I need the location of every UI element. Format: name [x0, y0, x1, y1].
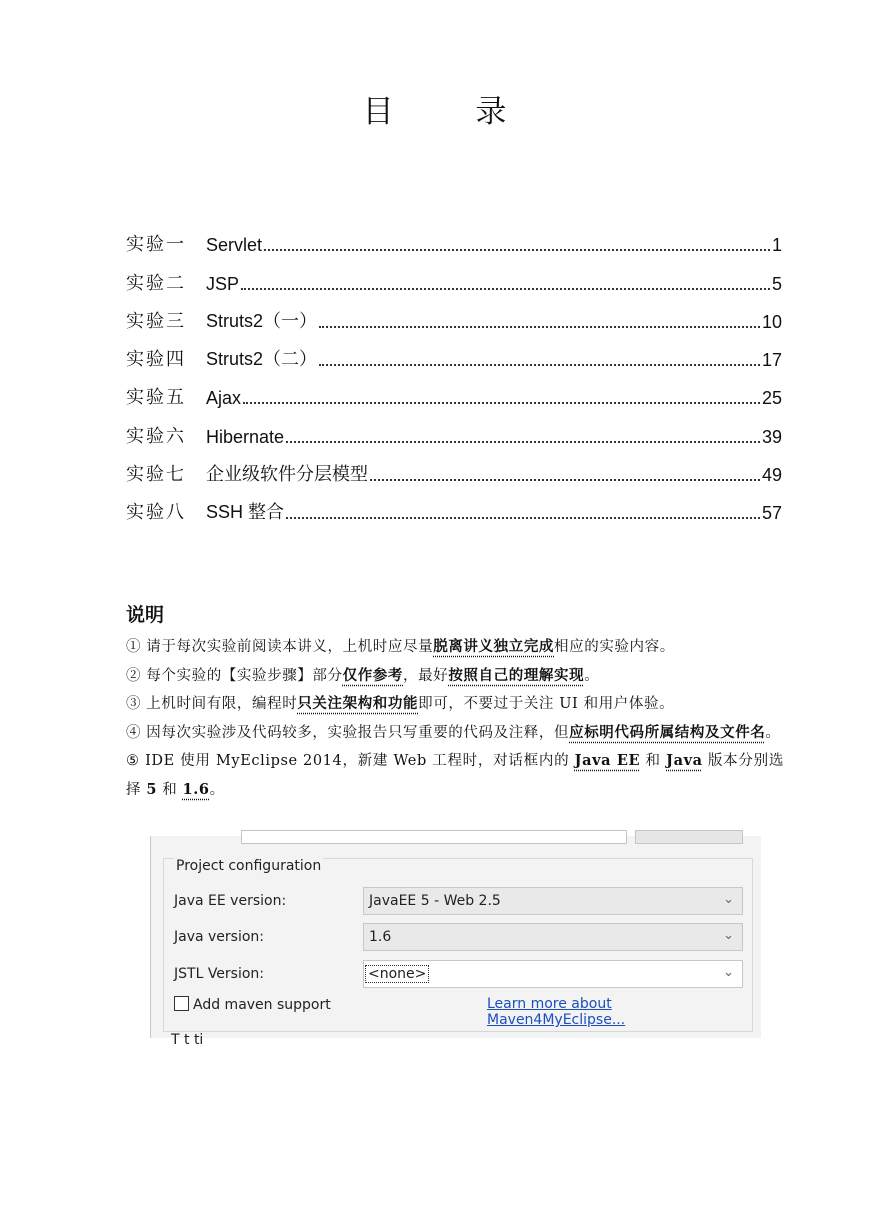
note-item — [126, 747, 784, 804]
toc-entry-title: Hibernate — [206, 426, 285, 447]
java-ee-version-row — [174, 887, 750, 915]
note-text: 相应的实验内容。 — [554, 639, 675, 655]
page-title: 目 录 — [362, 94, 543, 130]
cropped-button[interactable] — [635, 830, 743, 844]
table-of-contents — [126, 218, 782, 524]
chevron-down-icon: ⌄ — [723, 892, 734, 907]
cropped-text-field[interactable] — [241, 830, 627, 844]
toc-entry[interactable] — [126, 218, 782, 256]
toc-entry-title: Servlet — [206, 235, 263, 256]
note-item — [126, 633, 784, 662]
toc-entry-label: 实验二 — [126, 272, 186, 294]
note-text: 。 — [584, 667, 600, 684]
notes-heading: 说明 — [126, 604, 165, 626]
note-text: 。 — [209, 781, 225, 798]
java-version-select[interactable] — [363, 923, 743, 951]
toc-leader-dots — [319, 326, 760, 328]
notes-section — [126, 633, 784, 804]
note-emphasis: Java — [666, 752, 703, 769]
add-maven-support-checkbox[interactable] — [174, 996, 331, 1013]
toc-entry-label: 实验五 — [126, 387, 186, 409]
toc-entry-label: 实验四 — [126, 349, 186, 371]
jstl-version-row — [174, 960, 750, 988]
toc-entry[interactable] — [126, 371, 782, 409]
toc-entry-page: 1 — [771, 235, 782, 256]
toc-entry-title: Ajax — [206, 388, 242, 409]
note-bold: 5 — [146, 780, 158, 798]
select-value: 1.6 — [369, 929, 392, 945]
note-item — [126, 662, 784, 691]
toc-entry-page: 10 — [761, 311, 782, 332]
toc-leader-dots — [286, 517, 760, 519]
note-text: 版本分别选择 — [126, 753, 784, 798]
group-title: Project configuration — [176, 858, 322, 874]
jstl-version-select[interactable] — [363, 960, 743, 988]
project-configuration-group — [163, 858, 753, 1032]
note-emphasis: 1.6 — [182, 780, 210, 798]
note-emphasis: 仅作参考 — [342, 666, 404, 684]
toc-entry[interactable] — [126, 256, 782, 294]
toc-entry[interactable] — [126, 448, 782, 486]
toc-entry-label: 实验一 — [126, 234, 186, 256]
toc-leader-dots — [370, 479, 760, 481]
note-item — [126, 690, 784, 719]
cropped-section-title: T t ti — [171, 1032, 204, 1048]
note-text: ⑤ IDE 使用 MyEclipse 2014，新建 Web 工程时，对话框内的 — [126, 753, 575, 769]
note-emphasis: 脱离讲义独立完成 — [433, 638, 555, 655]
note-text: ② 每个实验的【实验步骤】部分 — [126, 667, 343, 684]
toc-leader-dots — [243, 402, 760, 404]
toc-entry-label: 实验八 — [126, 502, 186, 524]
note-emphasis: 应标明代码所属结构及文件名 — [569, 723, 766, 741]
note-text: 。 — [765, 724, 781, 741]
note-emphasis: 只关注架构和功能 — [297, 695, 419, 712]
java-version-label: Java version: — [174, 929, 265, 945]
jstl-version-label: JSTL Version: — [174, 966, 265, 982]
toc-entry-title: JSP — [206, 273, 240, 294]
toc-entry-title: SSH 整合 — [206, 502, 285, 523]
note-emphasis: 按照自己的理解实现 — [448, 666, 585, 684]
note-text: ③ 上机时间有限，编程时 — [126, 696, 298, 712]
toc-entry-page: 5 — [771, 273, 782, 294]
toc-entry-title: Struts2（一） — [206, 310, 318, 331]
project-config-screenshot — [150, 836, 761, 1048]
toc-leader-dots — [286, 441, 760, 443]
note-text: 和 — [640, 753, 667, 769]
toc-entry[interactable] — [126, 333, 782, 371]
checkbox-box[interactable] — [174, 996, 189, 1011]
toc-leader-dots — [264, 249, 770, 251]
select-value: <none> — [368, 966, 427, 982]
toc-entry-label: 实验六 — [126, 425, 186, 447]
java-ee-version-label: Java EE version: — [174, 893, 287, 909]
toc-entry[interactable] — [126, 486, 782, 524]
maven-learn-more-link[interactable]: Learn more about Maven4MyEclipse... — [487, 996, 626, 1028]
java-version-row — [174, 923, 750, 951]
note-item — [126, 719, 784, 748]
toc-entry-label: 实验三 — [126, 310, 186, 332]
toc-entry-page: 17 — [761, 350, 782, 371]
note-text: ④ 因每次实验涉及代码较多，实验报告只写重要的代码及注释，但 — [126, 724, 570, 741]
toc-leader-dots — [241, 288, 770, 290]
note-emphasis: Java EE — [574, 752, 641, 769]
java-ee-version-select[interactable] — [363, 887, 743, 915]
toc-entry-label: 实验七 — [126, 464, 186, 486]
toc-leader-dots — [319, 364, 760, 366]
select-value: JavaEE 5 - Web 2.5 — [369, 893, 501, 909]
toc-entry-title: Struts2（二） — [206, 349, 318, 370]
note-text: 和 — [157, 781, 183, 798]
toc-entry[interactable] — [126, 295, 782, 333]
toc-entry-title: 企业级软件分层模型 — [206, 464, 368, 485]
chevron-down-icon: ⌄ — [723, 928, 734, 943]
note-text: ① 请于每次实验前阅读本讲义，上机时应尽量 — [126, 639, 434, 655]
toc-entry-page: 39 — [761, 426, 782, 447]
toc-entry-page: 25 — [761, 388, 782, 409]
checkbox-label: Add maven support — [193, 997, 331, 1013]
chevron-down-icon: ⌄ — [723, 965, 734, 980]
note-text: 即可，不要过于关注 UI 和用户体验。 — [418, 696, 675, 712]
toc-entry[interactable] — [126, 409, 782, 447]
toc-entry-page: 49 — [761, 465, 782, 486]
screenshot-cropped-top — [151, 836, 761, 846]
toc-entry-page: 57 — [761, 503, 782, 524]
note-text: ，最好 — [403, 667, 449, 684]
